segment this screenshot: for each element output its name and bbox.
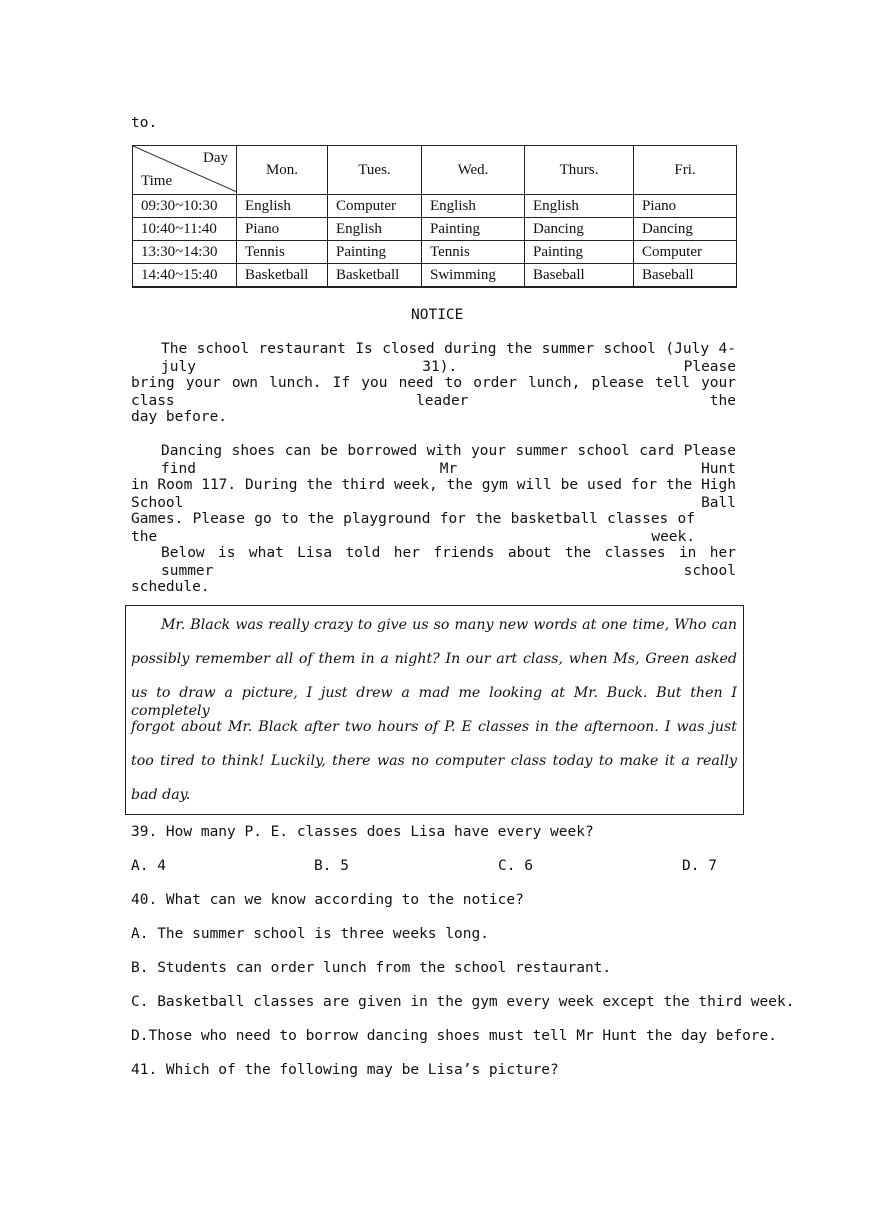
class-cell: English <box>237 195 328 218</box>
lisa-quote-line: us to draw a picture, I just drew a mad me looking at Mr. Buck. But then I completely <box>131 685 737 719</box>
class-cell: Baseball <box>525 264 634 288</box>
class-cell: Piano <box>237 218 328 241</box>
class-cell: Tennis <box>422 241 525 264</box>
lisa-quote-line: forgot about Mr. Black after two hours of P. E classes in the afternoon. I was just <box>131 719 737 735</box>
class-cell: Baseball <box>634 264 737 288</box>
class-cell: English <box>422 195 525 218</box>
time-cell: 09:30~10:30 <box>133 195 237 218</box>
class-cell: Computer <box>328 195 422 218</box>
notice-line: day before. <box>131 409 228 425</box>
lisa-quote-line: bad day. <box>131 787 191 803</box>
class-cell: Painting <box>525 241 634 264</box>
class-cell: Painting <box>422 218 525 241</box>
class-cell: Dancing <box>525 218 634 241</box>
corner-time-label: Time <box>141 173 173 189</box>
class-cell: Basketball <box>237 264 328 288</box>
question-41-stem: 41. Which of the following may be Lisa’s picture? <box>131 1062 559 1078</box>
class-cell: Tennis <box>237 241 328 264</box>
class-cell: Dancing <box>634 218 737 241</box>
q40-option-c[interactable]: C. Basketball classes are given in the gym every week except the third week. <box>131 994 795 1010</box>
question-40-stem: 40. What can we know according to the notice? <box>131 892 524 908</box>
schedule-row <box>133 241 737 264</box>
notice-title: NOTICE <box>411 307 464 323</box>
day-header: Fri. <box>634 146 737 195</box>
time-cell: 14:40~15:40 <box>133 264 237 288</box>
class-cell: Swimming <box>422 264 525 288</box>
notice-line: bring your own lunch. If you need to order lunch, please tell your class leader the <box>131 375 736 409</box>
intro-fragment: to. <box>131 115 158 131</box>
day-header: Wed. <box>422 146 525 195</box>
day-header: Mon. <box>237 146 328 195</box>
q40-option-a[interactable]: A. The summer school is three weeks long. <box>131 926 489 942</box>
q39-option-c[interactable]: C. 6 <box>498 858 533 874</box>
schedule-row <box>133 195 737 218</box>
notice-line: in Room 117. During the third week, the gym will be used for the High School Ball <box>131 477 736 511</box>
notice-line: Dancing shoes can be borrowed with your summer school card Please find Mr Hunt <box>161 443 736 477</box>
time-cell: 10:40~11:40 <box>133 218 237 241</box>
notice-line: schedule. <box>131 579 210 595</box>
q39-option-a[interactable]: A. 4 <box>131 858 166 874</box>
time-cell: 13:30~14:30 <box>133 241 237 264</box>
lisa-quote-line: too tired to think! Luckily, there was no computer class today to make it a really <box>131 753 737 769</box>
notice-line: Below is what Lisa told her friends about the classes in her summer school <box>161 545 736 579</box>
notice-line: The school restaurant Is closed during the summer school (July 4-july 31). Please <box>161 341 736 375</box>
class-cell: English <box>525 195 634 218</box>
question-39-stem: 39. How many P. E. classes does Lisa have every week? <box>131 824 594 840</box>
lisa-quote-line: Mr. Black was really crazy to give us so many new words at one time, Who can <box>161 617 737 633</box>
corner-day-label: Day <box>203 150 228 166</box>
class-cell: Basketball <box>328 264 422 288</box>
schedule-row <box>133 264 737 288</box>
q39-option-d[interactable]: D. 7 <box>682 858 717 874</box>
class-cell: Computer <box>634 241 737 264</box>
day-header: Tues. <box>328 146 422 195</box>
day-header: Thurs. <box>525 146 634 195</box>
schedule-row <box>133 218 737 241</box>
class-cell: Piano <box>634 195 737 218</box>
q40-option-d[interactable]: D.Those who need to borrow dancing shoes must tell Mr Hunt the day before. <box>131 1028 778 1044</box>
notice-line: Games. Please go to the playground for the basketball classes of the week. <box>131 511 695 545</box>
class-cell: English <box>328 218 422 241</box>
q39-option-b[interactable]: B. 5 <box>314 858 349 874</box>
q40-option-b[interactable]: B. Students can order lunch from the school restaurant. <box>131 960 612 976</box>
schedule-table <box>132 145 737 288</box>
lisa-quote-line: possibly remember all of them in a night? In our art class, when Ms, Green asked <box>131 651 737 667</box>
class-cell: Painting <box>328 241 422 264</box>
schedule-header-row <box>133 146 737 195</box>
corner-cell <box>133 146 237 195</box>
